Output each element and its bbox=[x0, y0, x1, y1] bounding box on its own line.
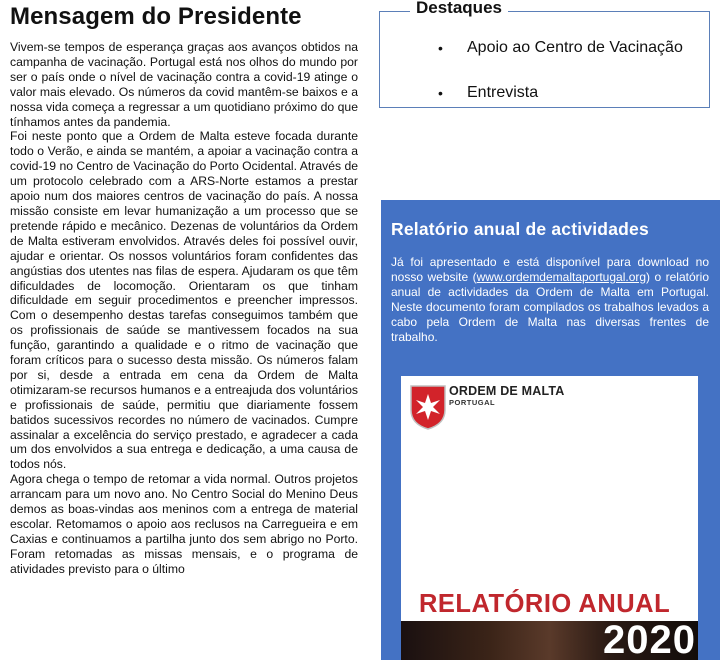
highlights-title: Destaques bbox=[410, 0, 508, 18]
article-body bbox=[10, 40, 358, 660]
report-description bbox=[391, 255, 709, 345]
highlight-item-label: Entrevista bbox=[467, 84, 539, 101]
bullet-icon: • bbox=[438, 85, 443, 101]
report-text-before: Já foi apresentado e está disponível para download no nosso website ( bbox=[391, 255, 709, 284]
page-title: Mensagem do Presidente bbox=[10, 3, 302, 30]
cover-headline: RELATÓRIO ANUAL bbox=[419, 590, 671, 618]
report-cover-image[interactable] bbox=[401, 376, 698, 660]
cover-year: 2020 bbox=[603, 618, 696, 660]
article-paragraph: Foi neste ponto que a Ordem de Malta esteve focada durante todo o Verão, e ainda se mantém, a apoiar a vacinação contra a covid-19 no Centro de Vacinação do Porto Ocidental. Através de um protocolo celebrado com a ARS-Norte estamos a prestar apoio num dos maiores centros de vacinação do país. A nossa missão consiste em levar humanização a um processo que se pretende rápido e mecânico. Dezenas de voluntários da Ordem de Malta estiveram envolvidos. Através deles foi possível ouvir, ajudar e orientar. Os nossos voluntários foram confidentes das angústias dos utentes nas filas de espera. Ajudaram os que têm dificuldades de locomoção. Orientaram os que tinham dificuldade em seguir procedimentos e preencher impressos. Com o desempenho destas tarefas conseguimos também que os profissionais de saúde se mantivessem focados na sua função, garantindo a qualidade e o ritmo de vacinação que foram críticos para o sucesso desta missão. Os números falam por si, desde a entrada em cena da Ordem de Malta otimizaram-se recursos humanos e a entreajuda dos voluntários e profissionais de saúde, permitiu que diariamente fossem batidos sucessivos recordes no número de vacinados. Cumpre assinalar a excelência do serviço prestado, e agradecer a cada um dos envolvidos a sua entrega e dedicação, a uma causa de todos nós. bbox=[10, 129, 358, 472]
report-title: Relatório anual de actividades bbox=[391, 219, 649, 239]
highlight-item-label: Apoio ao Centro de Vacinação bbox=[467, 39, 683, 56]
cover-brand: ORDEM DE MALTA bbox=[449, 384, 565, 398]
annual-report-panel bbox=[381, 200, 720, 660]
website-link[interactable]: www.ordemdemaltaportugal.org bbox=[476, 270, 647, 284]
order-of-malta-shield-icon bbox=[409, 384, 447, 430]
highlights-box bbox=[379, 0, 710, 108]
cover-brand-sub: PORTUGAL bbox=[449, 398, 496, 407]
bullet-icon: • bbox=[438, 40, 443, 56]
report-text-after: ) o relatório anual de actividades da Ordem de Malta em Portugal. Neste documento foram compilados os trabalhos levados a cabo pela Ordem de Malta nas diversas frentes de trabalho. bbox=[391, 270, 709, 344]
article-paragraph: Vivem-se tempos de esperança graças aos avanços obtidos na campanha de vacinação. Portugal está nos olhos do mundo por ser o país onde o nível de vacinação contra a covid-19 atinge o valor mais elevado. Os números da covid mantêm-se baixos e a nossa vida começa a regressar a um quotidiano próximo do que tínhamos antes da pandemia. bbox=[10, 40, 358, 129]
article-paragraph: Agora chega o tempo de retomar a vida normal. Outros projetos arrancam para um novo ano. No Centro Social do Menino Deus demos as boas-vindas aos meninos com a entrega de material escolar. Retomamos o apoio aos reclusos na Carregueira e em Caxias e continuamos a partilha junto dos sem abrigo no Porto. Foram retomadas as missas mensais, e o programa de atividades previsto para o último bbox=[10, 472, 358, 576]
